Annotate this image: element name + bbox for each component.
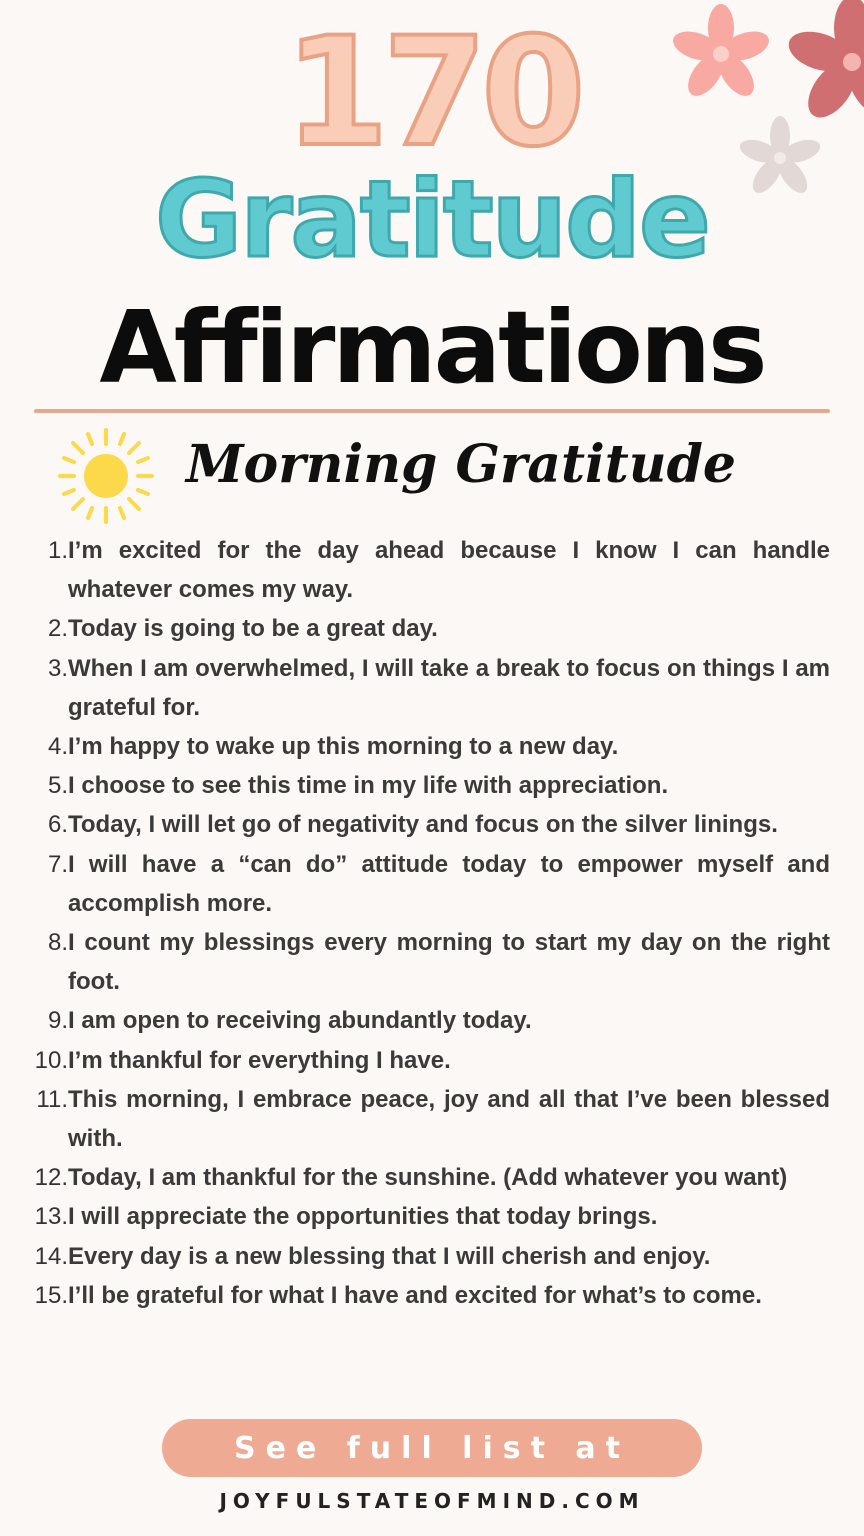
list-item [20, 1041, 830, 1080]
list-item [20, 1080, 830, 1158]
list-item-text: I’m thankful for everything I have. [68, 1046, 451, 1074]
affirmation-list [20, 531, 830, 1315]
list-item-text: Every day is a new blessing that I will cherish and enjoy. [68, 1242, 711, 1270]
list-item-text: I’m excited for the day ahead because I know I can handle whatever comes my way. [68, 537, 830, 604]
list-item-text: Today, I am thankful for the sunshine. (Add whatever you want) [68, 1164, 788, 1192]
list-item-number: 3. [47, 654, 68, 682]
title-gratitude: Gratitude [155, 158, 709, 281]
list-item [20, 1158, 830, 1197]
list-item-number: 2. [47, 615, 68, 643]
list-item-text: I choose to see this time in my life with appreciation. [68, 772, 669, 800]
list-item-text: I will appreciate the opportunities that today brings. [68, 1203, 658, 1231]
see-full-list-button[interactable]: See full list at [162, 1419, 702, 1477]
sun-icon [58, 428, 154, 524]
list-item [20, 727, 830, 766]
divider [34, 409, 830, 413]
list-item-number: 9. [47, 1007, 68, 1035]
list-item-number: 8. [47, 929, 68, 957]
list-item-number: 11. [36, 1085, 68, 1113]
title-number: 170 [284, 6, 580, 180]
list-item [20, 531, 830, 609]
list-item-text: I count my blessings every morning to start my day on the right foot. [68, 929, 830, 996]
website-url[interactable]: JOYFULSTATEOFMIND.COM [219, 1489, 645, 1513]
list-item-number: 13. [34, 1203, 68, 1231]
list-item [20, 923, 830, 1001]
list-item-number: 6. [47, 811, 68, 839]
list-item-text: When I am overwhelmed, I will take a break to focus on things I am grateful for. [68, 654, 830, 721]
list-item-text: I am open to receiving abundantly today. [68, 1007, 532, 1035]
list-item [20, 766, 830, 805]
list-item [20, 1276, 830, 1315]
list-item-text: Today is going to be a great day. [68, 615, 438, 643]
list-item [20, 1237, 830, 1276]
list-item-text: This morning, I embrace peace, joy and all that I’ve been blessed with. [68, 1085, 830, 1153]
list-item [20, 845, 830, 923]
list-item [20, 609, 830, 648]
list-item-text: Today, I will let go of negativity and focus on the silver linings. [68, 811, 778, 839]
list-item-number: 14. [34, 1242, 68, 1270]
list-item-text: I will have a “can do” attitude today to empower myself and accomplish more. [68, 850, 830, 917]
list-item [20, 1001, 830, 1040]
list-item [20, 649, 830, 727]
list-item [20, 805, 830, 844]
list-item-text: I’ll be grateful for what I have and excited for what’s to come. [68, 1281, 762, 1309]
list-item-number: 15. [34, 1281, 68, 1309]
list-item [20, 1197, 830, 1236]
list-item-number: 4. [47, 733, 68, 761]
list-item-number: 10. [34, 1046, 68, 1074]
list-item-number: 5. [47, 772, 68, 800]
list-item-number: 7. [47, 850, 68, 878]
list-item-number: 1. [47, 537, 68, 564]
list-item-text: I’m happy to wake up this morning to a new day. [68, 733, 619, 761]
section-title: Morning Gratitude [186, 434, 737, 495]
list-item-number: 12. [34, 1164, 68, 1192]
title-affirmations: Affirmations [99, 289, 765, 406]
